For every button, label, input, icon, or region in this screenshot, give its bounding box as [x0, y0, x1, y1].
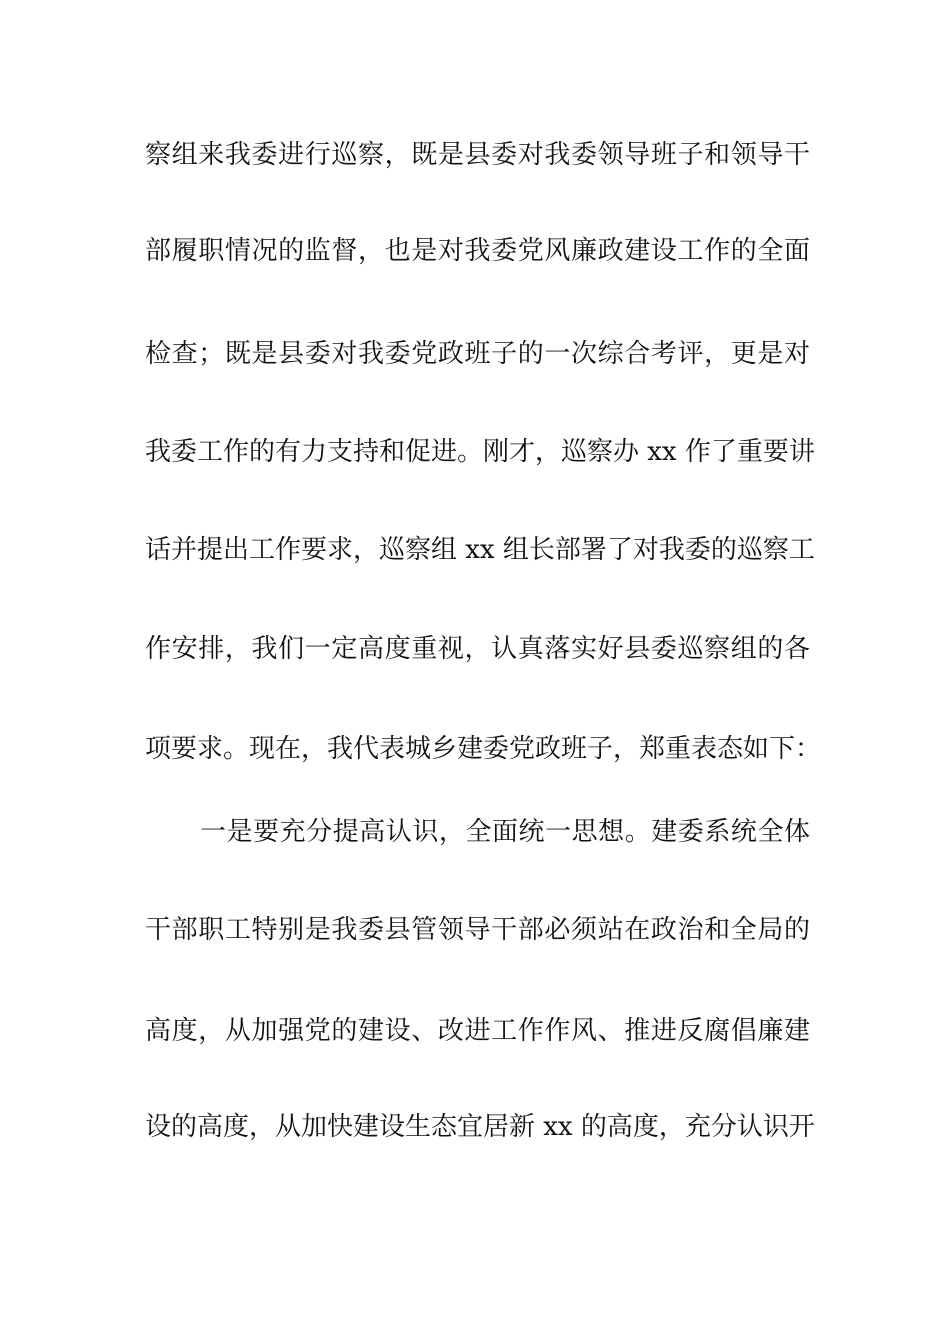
text-line-7: 项要求。现在，我代表城乡建委党政班子，郑重表态如下： — [145, 734, 822, 764]
text-line-11: 设的高度，从加快建设生态宜居新 xx 的高度，充分认识开 — [145, 1112, 815, 1142]
text-line-10: 高度，从加强党的建设、改进工作作风、推进反腐倡廉建 — [145, 1016, 810, 1046]
text-line-9: 干部职工特别是我委县管领导干部必须站在政治和全局的 — [145, 915, 810, 945]
text-line-2: 部履职情况的监督，也是对我委党风廉政建设工作的全面 — [145, 236, 810, 266]
text-line-8: 一是要充分提高认识，全面统一思想。建委系统全体 — [200, 817, 810, 847]
text-line-4: 我委工作的有力支持和促进。刚才，巡察办 xx 作了重要讲 — [145, 437, 815, 467]
text-line-5: 话并提出工作要求，巡察组 xx 组长部署了对我委的巡察工 — [145, 535, 815, 565]
text-line-1: 察组来我委进行巡察，既是县委对我委领导班子和领导干 — [145, 140, 810, 170]
text-line-6: 作安排，我们一定高度重视，认真落实好县委巡察组的各 — [145, 634, 810, 664]
text-line-3: 检查；既是县委对我委党政班子的一次综合考评，更是对 — [145, 339, 810, 369]
